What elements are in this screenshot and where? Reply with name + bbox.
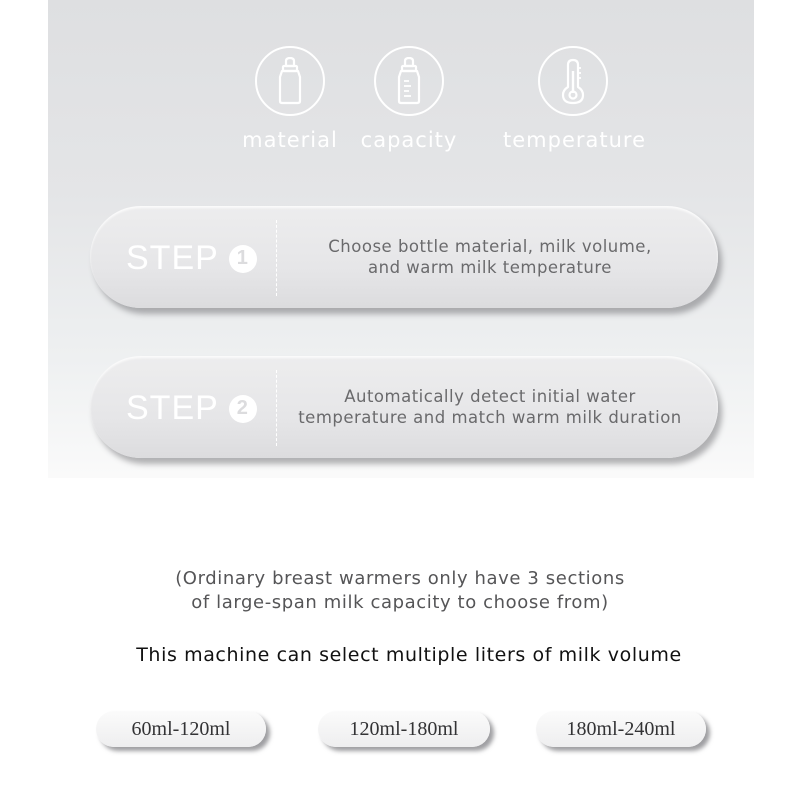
step-2-title [126, 389, 257, 428]
feature-temperature-circle [538, 46, 608, 116]
feature-capacity [339, 46, 479, 152]
feature-temperature [503, 46, 646, 152]
capacity-option-60-120: 60ml-120ml [96, 711, 266, 747]
step-2-text: Automatically detect initial water temperature and match warm milk duration [298, 387, 682, 427]
step-1-divider [276, 220, 277, 296]
step-2-number: 2 [229, 395, 257, 423]
feature-material-label: material [242, 128, 338, 152]
bottle-scale-icon [389, 57, 429, 105]
headline: This machine can select multiple liters of milk volume [136, 644, 682, 666]
feature-material-circle [255, 46, 325, 116]
step-1-number: 1 [229, 245, 257, 273]
step-1-text: Choose bottle material, milk volume, and warm milk temperature [328, 237, 652, 277]
thermometer-icon [553, 57, 593, 105]
bottle-icon [270, 57, 310, 105]
feature-capacity-circle [374, 46, 444, 116]
step-2-card [90, 356, 718, 458]
step-1-title [126, 239, 257, 278]
step-1-word: STEP [126, 239, 219, 277]
feature-capacity-label: capacity [360, 128, 458, 152]
capacity-option-120-180: 120ml-180ml [318, 711, 490, 747]
capacity-option-180-240: 180ml-240ml [536, 711, 706, 747]
comparison-note: (Ordinary breast warmers only have 3 sections of large-span milk capacity to choose from) [175, 568, 625, 613]
feature-temperature-label: temperature [503, 128, 646, 152]
step-1-card [90, 206, 718, 308]
step-2-divider [276, 370, 277, 446]
step-2-word: STEP [126, 389, 219, 427]
